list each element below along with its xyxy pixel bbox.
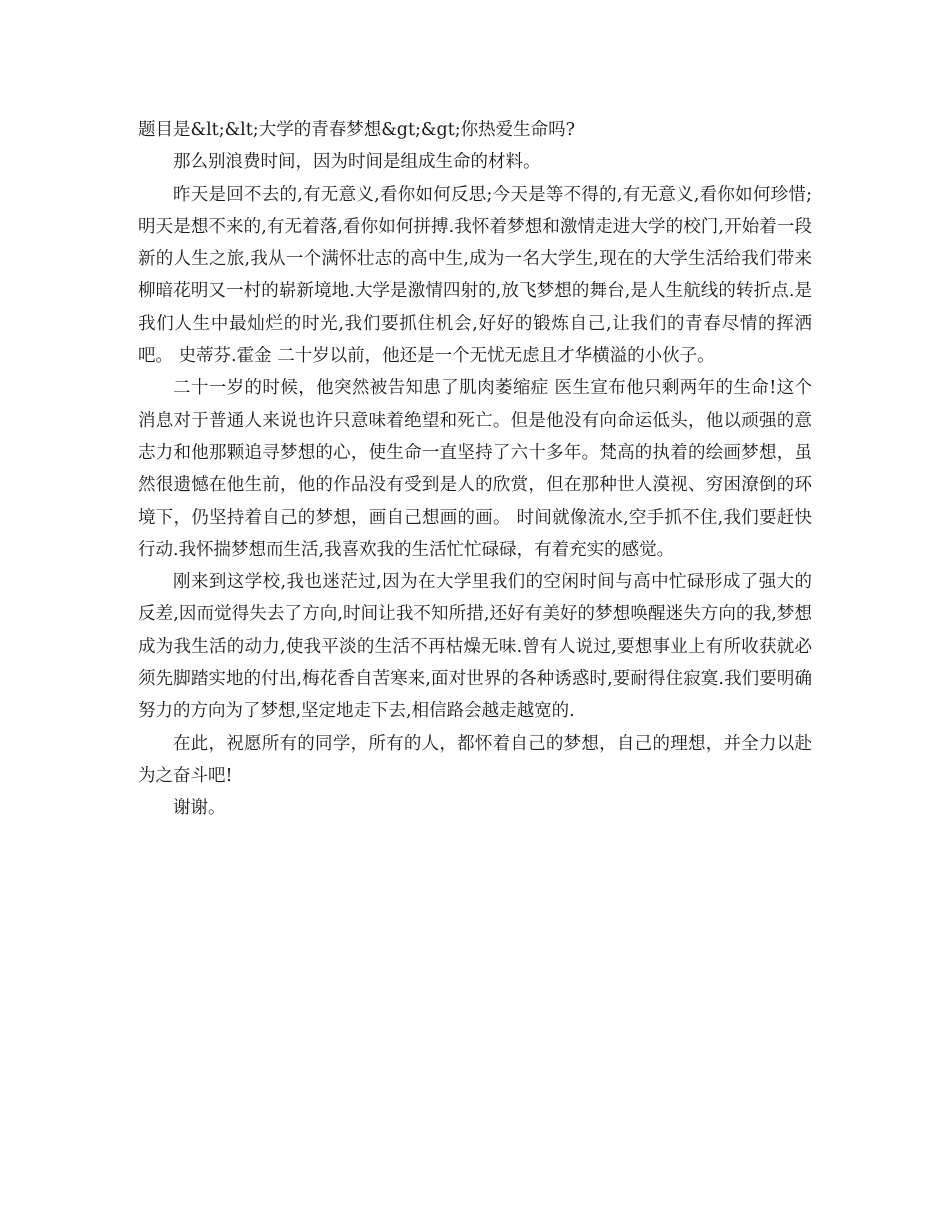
paragraph-closing: 谢谢。	[173, 798, 226, 819]
paragraph: 那么别浪费时间，因为时间是组成生命的材料。	[173, 152, 541, 173]
paragraph-title-line: 题目是&lt;&lt;大学的青春梦想&gt;&gt;你热爱生命吗?	[138, 120, 576, 140]
document-body	[138, 114, 812, 825]
paragraph: 昨天是回不去的,有无意义,看你如何反思;今天是等不得的,有无意义,看你如何珍惜;明天是想不来的,有无着落,看你如何拼搏.我怀着梦想和激情走进大学的校门,开始着一段新的人生之旅,我从一个满怀壮志的高中生,成为一名大学生,现在的大学生活给我们带来柳暗花明又一村的崭新境地.大学是激情四射的,放飞梦想的舞台,是人生航线的转折点.是我们人生中最灿烂的时光,我们要抓住机会,好好的锻炼自己,让我们的青春尽情的挥洒吧。 史蒂芬.霍金 二十岁以前，他还是一个无忧无虑且才华横溢的小伙子。	[138, 184, 812, 367]
paragraph: 刚来到这学校,我也迷茫过,因为在大学里我们的空闲时间与高中忙碌形成了强大的反差,因而觉得失去了方向,时间让我不知所措,还好有美好的梦想唤醒迷失方向的我,梦想成为我生活的动力,使我平淡的生活不再枯燥无味.曾有人说过,要想事业上有所收获就必须先脚踏实地的付出,梅花香自苦寒来,面对世界的各种诱惑时,要耐得住寂寞.我们要明确努力的方向为了梦想,坚定地走下去,相信路会越走越宽的.	[138, 572, 812, 722]
paragraph: 在此，祝愿所有的同学，所有的人，都怀着自己的梦想，自己的理想，并全力以赴为之奋斗吧!	[138, 733, 812, 786]
paragraph: 二十一岁的时候，他突然被告知患了肌肉萎缩症 医生宣布他只剩两年的生命!这个消息对于普通人来说也许只意味着绝望和死亡。但是他没有向命运低头，他以顽强的意志力和他那颗追寻梦想的心，使生命一直坚持了六十多年。梵高的执着的绘画梦想，虽然很遗憾在他生前，他的作品没有受到是人的欣赏，但在那种世人漠视、穷困潦倒的环境下，仍坚持着自己的梦想，画自己想画的画。 时间就像流水,空手抓不住,我们要赶快行动.我怀揣梦想而生活,我喜欢我的生活忙忙碌碌，有着充实的感觉。	[138, 378, 812, 560]
